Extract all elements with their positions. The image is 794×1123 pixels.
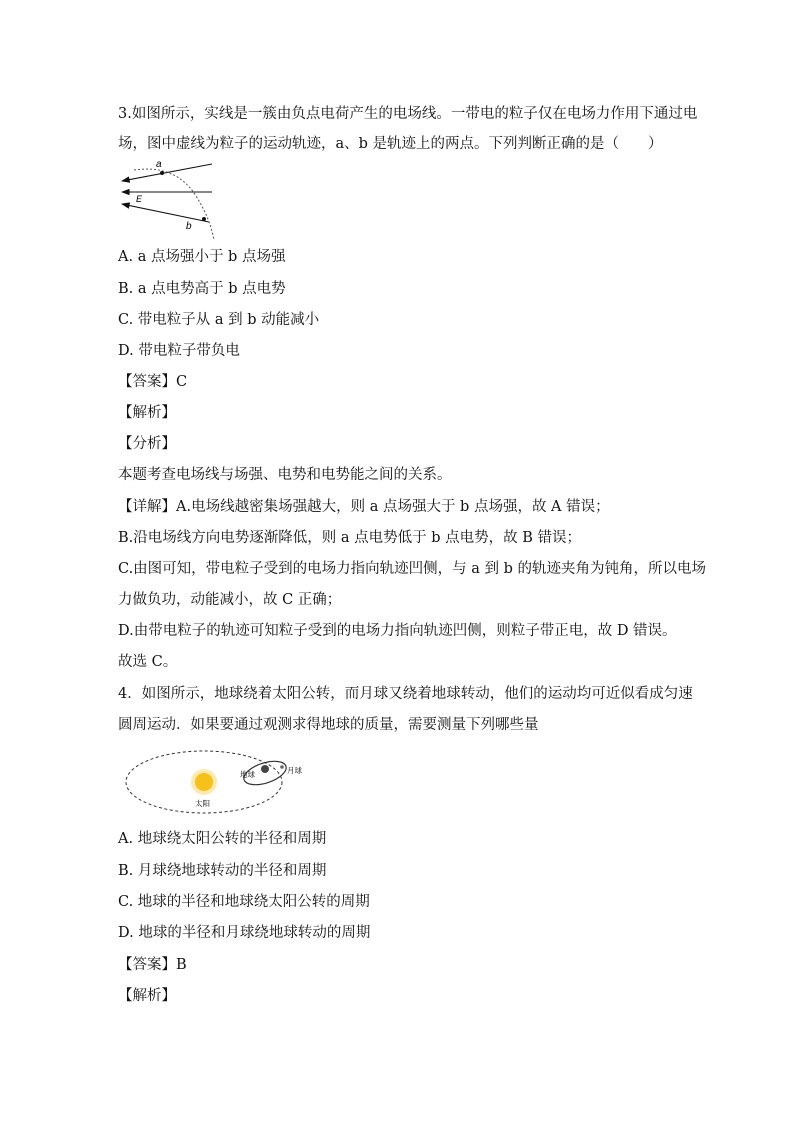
q3-stem-line-2: 场，图中虚线为粒子的运动轨迹，a、b 是轨迹上的两点。下列判断正确的是（ ）	[118, 136, 663, 152]
sun-icon	[195, 773, 213, 791]
q3-fenxi-heading: 【分析】	[118, 436, 176, 452]
q4-answer: 【答案】B	[118, 957, 187, 973]
q3-electric-field-figure	[116, 156, 226, 242]
point-a	[160, 171, 164, 175]
q3-option-a: A. a 点场强小于 b 点场强	[118, 249, 286, 265]
q3-answer: 【答案】C	[118, 374, 188, 390]
q3-conclusion: 故选 C。	[118, 654, 178, 670]
q3-fenxi-text: 本题考查电场线与场强、电势和电势能之间的关系。	[118, 467, 452, 483]
q3-jiexi-heading: 【解析】	[118, 405, 176, 421]
q3-detail-line-1: 【详解】A.电场线越密集场强越大，则 a 点场强大于 b 点场强，故 A 错误；	[118, 499, 610, 515]
q4-option-d: D. 地球的半径和月球绕地球转动的周期	[118, 925, 371, 941]
field-line-bottom	[122, 204, 209, 222]
sun-label: 太阳	[195, 799, 210, 808]
q3-option-d: D. 带电粒子带负电	[118, 343, 240, 359]
moon-label: 月球	[287, 766, 302, 775]
label-a: a	[156, 159, 162, 170]
earth-label: 地球	[240, 770, 255, 779]
q4-option-a: A. 地球绕太阳公转的半径和周期	[118, 831, 327, 847]
q3-detail-line-4: 力做负功，动能减小，故 C 正确；	[118, 592, 342, 608]
q3-detail-line-3: C.由图可知，带电粒子受到的电场力指向轨迹凹侧，与 a 到 b 的轨迹夹角为钝角，所以电场	[118, 561, 707, 577]
q3-stem-line-1: 3.如图所示，实线是一簇由负点电荷产生的电场线。一带电的粒子仅在电场力作用下通过电	[118, 106, 698, 122]
q3-option-c: C. 带电粒子从 a 到 b 动能减小	[118, 312, 320, 328]
moon-icon	[280, 765, 284, 769]
q4-jiexi-heading: 【解析】	[118, 988, 176, 1004]
earth-icon	[261, 765, 269, 773]
q3-detail-line-5: D.由带电粒子的轨迹可知粒子受到的电场力指向轨迹凹侧，则粒子带正电，故 D 错误。	[118, 623, 677, 639]
label-E: E	[136, 194, 143, 204]
q4-option-c: C. 地球的半径和地球绕太阳公转的周期	[118, 894, 370, 910]
q3-option-b: B. a 点电势高于 b 点电势	[118, 281, 286, 297]
q4-option-b: B. 月球绕地球转动的半径和周期	[118, 863, 327, 879]
point-b	[202, 217, 206, 221]
q3-detail-line-2: B.沿电场线方向电势逐渐降低，则 a 点电势低于 b 点电势，故 B 错误；	[118, 530, 581, 546]
q4-sun-earth-moon-figure	[124, 746, 302, 816]
q4-stem-line-2: 圆周运动．如果要通过观测求得地球的质量，需要测量下列哪些量	[118, 717, 539, 733]
q4-stem-line-1: 4．如图所示，地球绕着太阳公转，而月球又绕着地球转动，他们的运动均可近似看成匀速	[118, 686, 693, 702]
particle-trajectory	[134, 169, 214, 240]
label-b: b	[186, 221, 192, 232]
